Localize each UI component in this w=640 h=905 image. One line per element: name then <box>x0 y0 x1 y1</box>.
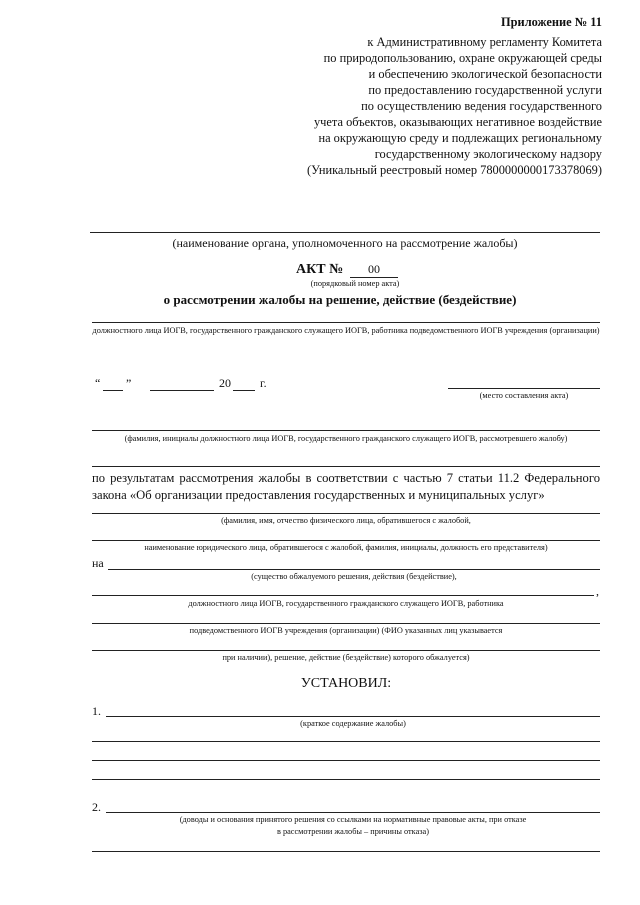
date-day-line[interactable] <box>103 390 123 391</box>
act-number-line <box>350 277 398 278</box>
header-line: к Административному регламенту Комитета <box>367 35 602 49</box>
person-line[interactable] <box>92 513 600 514</box>
place-line[interactable] <box>448 388 600 389</box>
registry-number: (Уникальный реестровый номер 7800000000173378069) <box>307 163 602 177</box>
na-label: на <box>92 556 104 570</box>
item2-caption-line2: в рассмотрении жалобы – причины отказа) <box>276 827 429 836</box>
established-heading: УСТАНОВИЛ: <box>300 676 392 691</box>
item1-number: 1. <box>92 704 101 718</box>
act-number: 00 <box>368 262 380 276</box>
appendix-title: Приложение № 11 <box>501 15 602 29</box>
item2-line[interactable] <box>106 812 600 813</box>
item2-extra-line[interactable] <box>92 851 600 852</box>
reviewer-line[interactable] <box>92 430 600 431</box>
item2-number: 2. <box>92 800 101 814</box>
official2-line[interactable] <box>92 595 594 596</box>
organ-line <box>90 232 600 233</box>
if-present-line[interactable] <box>92 650 600 651</box>
header-line: по предоставлению государственной услуги <box>368 83 602 97</box>
legal-entity-caption: наименование юридического лица, обратившегося с жалобой, фамилия, инициалы, должность его представителя) <box>144 543 548 552</box>
body-text: по результатам рассмотрения жалобы в соответствии с частью 7 статьи 11.2 Федерального закона «Об организации предоставления государственных и муниципальных услуг» <box>92 471 600 502</box>
essence-line[interactable] <box>108 569 600 570</box>
reviewer-caption: (фамилия, инициалы должностного лица ИОГВ, государственного гражданского служащего ИОГВ, рассмотревшего жалобу) <box>124 434 568 443</box>
item1-line[interactable] <box>106 716 600 717</box>
official-caption: должностного лица ИОГВ, государственного гражданского служащего ИОГВ, работника подведомственного ИОГВ учреждения (организации) <box>92 326 600 335</box>
date-year-line[interactable] <box>233 390 255 391</box>
act-subtitle: о рассмотрении жалобы на решение, действие (бездействие) <box>163 292 517 307</box>
act-number-caption: (порядковый номер акта) <box>310 279 400 288</box>
separator-line <box>92 466 600 467</box>
essence-caption: (существо обжалуемого решения, действия (бездействие), <box>251 572 457 581</box>
act-label: АКТ № <box>296 262 344 277</box>
item1-extra-line[interactable] <box>92 779 600 780</box>
item1-caption: (краткое содержание жалобы) <box>300 719 406 728</box>
if-present-caption: при наличии), решение, действие (бездействие) которого обжалуется) <box>222 653 470 662</box>
item2-caption-line1: (доводы и основания принятого решения со ссылками на нормативные правовые акты, при отказе <box>179 815 527 824</box>
header-line: по природопользованию, охране окружающей среды <box>323 51 602 65</box>
date-year-suffix: г. <box>260 376 267 390</box>
date-year-prefix: 20 <box>219 376 231 390</box>
place-caption: (место составления акта) <box>479 391 569 400</box>
subordinate-caption: подведомственного ИОГВ учреждения (организации) (ФИО указанных лиц указывается <box>189 626 503 635</box>
comma: , <box>596 584 599 598</box>
header-line: на окружающую среду и подлежащих региональному <box>318 131 602 145</box>
item1-extra-line[interactable] <box>92 760 600 761</box>
header-line: государственному экологическому надзору <box>374 147 602 161</box>
header-line: учета объектов, оказывающих негативное воздействие <box>313 115 602 129</box>
item1-extra-line[interactable] <box>92 741 600 742</box>
organ-caption: (наименование органа, уполномоченного на рассмотрение жалобы) <box>172 236 518 250</box>
date-month-line[interactable] <box>150 390 214 391</box>
person-caption: (фамилия, имя, отчество физического лица, обратившегося с жалобой, <box>221 516 471 525</box>
header-line: по осуществлению ведения государственного <box>361 99 602 113</box>
official2-caption: должностного лица ИОГВ, государственного гражданского служащего ИОГВ, работника <box>188 599 504 608</box>
header-line: и обеспечению экологической безопасности <box>368 67 602 81</box>
date-close-quote: ” <box>126 376 132 390</box>
legal-entity-line[interactable] <box>92 540 600 541</box>
subordinate-line[interactable] <box>92 623 600 624</box>
official-line <box>92 322 600 323</box>
date-open-quote: “ <box>95 376 101 390</box>
